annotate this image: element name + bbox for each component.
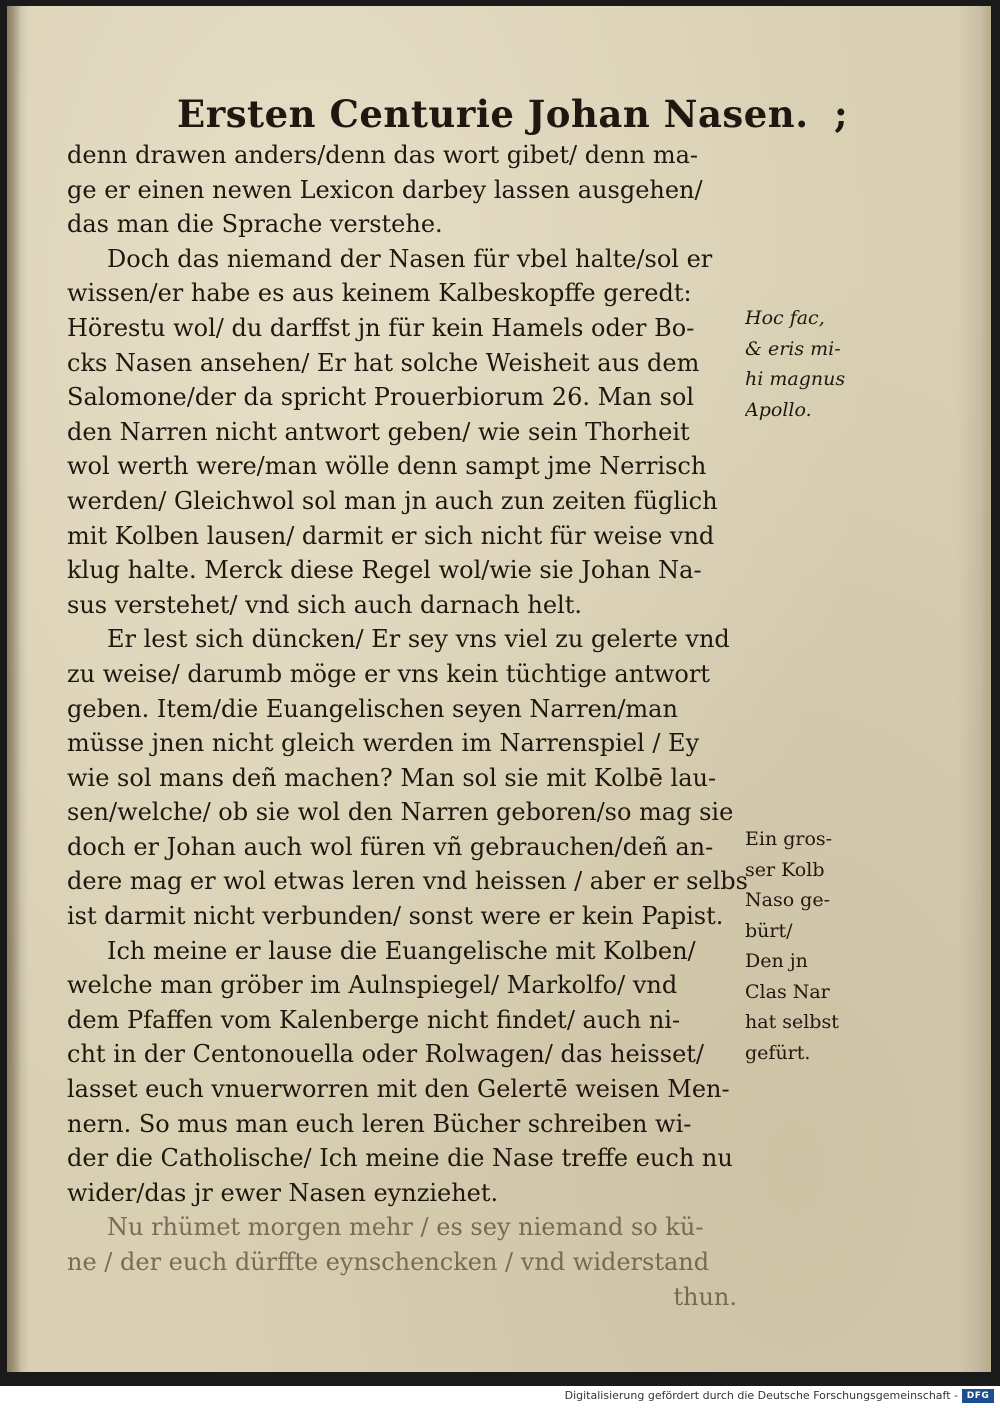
running-head <box>177 94 848 134</box>
text-line: werden/ Gleichwol sol man jn auch zun zeiten füglich <box>67 486 718 515</box>
text-line: mit Kolben lausen/ darmit er sich nicht für weise vnd <box>67 521 715 550</box>
text-line: lasset euch vnuerworren mit den Gelertē weisen Men- <box>67 1075 730 1104</box>
page-edge-shadow <box>981 6 991 1372</box>
text-line: nern. So mus man euch leren Bücher schreiben wi- <box>67 1109 692 1138</box>
text-line: geben. Item/die Euangelischen seyen Narren/man <box>67 694 678 723</box>
text-line: wider/das jr ewer Nasen eynziehet. <box>67 1178 499 1207</box>
funding-credit: Digitalisierung gefördert durch die Deutsche Forschungsgemeinschaft - <box>564 1389 958 1402</box>
text-line: ist darmit nicht verbunden/ sonst were er kein Papist. <box>67 902 724 931</box>
binding-shadow <box>7 6 21 1372</box>
signature-mark: ; <box>833 92 849 136</box>
text-line: cht in der Centonouella oder Rolwagen/ das heisset/ <box>67 1040 704 1069</box>
text-line: Nu rhümet morgen mehr / es sey niemand so kü- <box>107 1213 704 1242</box>
text-line: Doch das niemand der Nasen für vbel halte/sol er <box>107 244 713 273</box>
text-line: zu weise/ darumb möge er vns kein tüchtige antwort <box>67 659 710 688</box>
text-line: ge er einen newen Lexicon darbey lassen ausgehen/ <box>67 175 703 204</box>
body-text <box>67 138 757 1314</box>
text-line: welche man gröber im Aulnspiegel/ Markolfo/ vnd <box>67 971 678 1000</box>
marginal-line: ser Kolb <box>745 858 825 881</box>
text-line: wol werth were/man wölle denn sampt jme Nerrisch <box>67 452 707 481</box>
marginal-line: & eris mi- <box>745 337 841 360</box>
text-line: klug halte. Merck diese Regel wol/wie sie Johan Na- <box>67 556 702 585</box>
text-line: Hörestu wol/ du darffst jn für kein Hamels oder Bo- <box>67 313 695 342</box>
book-page <box>7 6 991 1372</box>
text-line: cks Nasen ansehen/ Er hat solche Weisheit aus dem <box>67 348 700 377</box>
text-line: ne / der euch dürffte eynschencken / vnd widerstand <box>67 1248 710 1276</box>
text-line: Er lest sich düncken/ Er sey vns viel zu gelerte vnd <box>107 625 730 654</box>
viewer-footer <box>0 1386 1000 1408</box>
text-line: wissen/er habe es aus keinem Kalbeskopffe geredt: <box>67 279 692 308</box>
marginal-line: Ein gros- <box>745 828 833 850</box>
dfg-logo: DFG <box>962 1389 994 1403</box>
text-line: das man die Sprache verstehe. <box>67 210 443 239</box>
text-line: sus verstehet/ vnd sich auch darnach helt. <box>67 590 583 619</box>
marginal-line: Den jn <box>745 950 808 972</box>
text-line: Ich meine er lause die Euangelische mit Kolben/ <box>107 936 696 965</box>
running-head-title: Ersten Centurie Johan Nasen. <box>177 92 809 136</box>
text-line: doch er Johan auch wol füren vñ gebrauchen/deñ an- <box>67 832 714 861</box>
marginal-line: Hoc fac, <box>745 307 825 329</box>
text-line: der die Catholische/ Ich meine die Nase treffe euch nu <box>67 1144 733 1173</box>
marginal-line: bürt/ <box>745 919 793 942</box>
marginal-line: hat selbst <box>745 1011 839 1033</box>
text-line: denn drawen anders/denn das wort gibet/ denn ma- <box>67 141 699 169</box>
marginal-line: Naso ge- <box>745 889 831 911</box>
marginal-note-german <box>745 824 855 1068</box>
text-line: wie sol mans deñ machen? Man sol sie mit Kolbē lau- <box>67 763 717 792</box>
marginal-line: Apollo. <box>745 398 812 421</box>
text-line: thun. <box>673 1282 737 1311</box>
text-line: dere mag er wol etwas leren vnd heissen / aber er selbs <box>67 867 748 896</box>
text-line: Salomone/der da spricht Prouerbiorum 26. Man sol <box>67 383 695 412</box>
text-line: müsse jnen nicht gleich werden im Narrenspiel / Ey <box>67 729 700 758</box>
marginal-line: hi magnus <box>745 368 846 390</box>
text-line: dem Pfaffen vom Kalenberge nicht findet/ auch ni- <box>67 1005 681 1034</box>
text-line: sen/welche/ ob sie wol den Narren geboren/so mag sie <box>67 798 734 827</box>
marginal-note-latin <box>745 303 855 425</box>
marginal-line: gefürt. <box>745 1041 811 1064</box>
text-line: den Narren nicht antwort geben/ wie sein Thorheit <box>67 417 690 446</box>
marginal-line: Clas Nar <box>745 980 830 1003</box>
